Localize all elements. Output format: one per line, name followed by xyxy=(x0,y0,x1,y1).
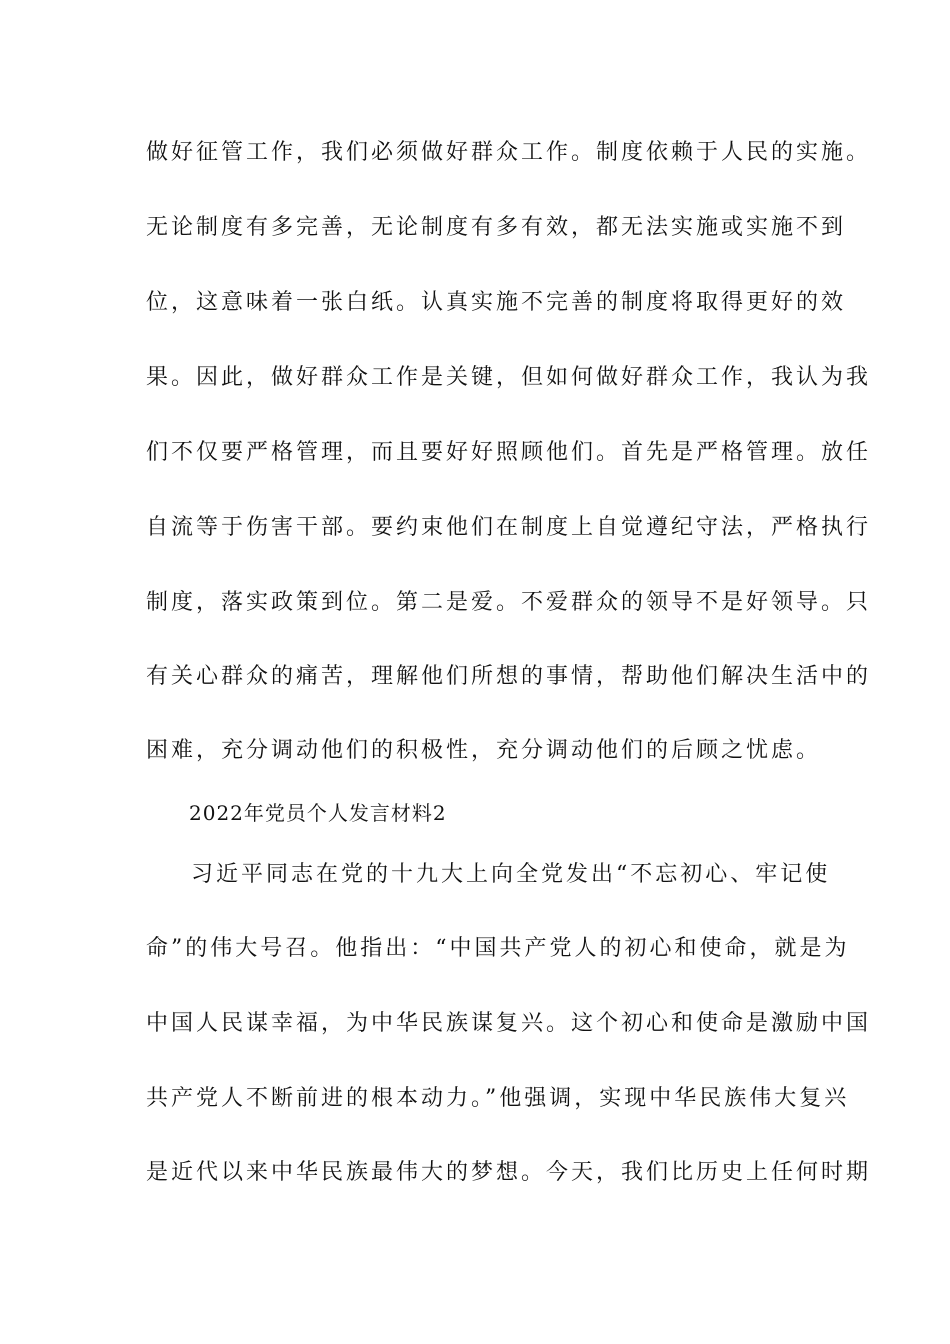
paragraph-1-line-5: 们不仅要严格管理，而且要好好照顾他们。首先是严格管理。放任 xyxy=(146,440,872,465)
section-heading: 2022年党员个人发言材料2 xyxy=(189,801,447,825)
paragraph-1-line-2: 无论制度有多完善，无论制度有多有效，都无法实施或实施不到 xyxy=(146,215,847,240)
paragraph-2-line-1: 习近平同志在党的十九大上向全党发出“不忘初心、牢记使 xyxy=(191,862,831,887)
paragraph-1-line-7: 制度，落实政策到位。第二是爱。不爱群众的领导不是好领导。只 xyxy=(146,590,872,615)
paragraph-1-line-1: 做好征管工作，我们必须做好群众工作。制度依赖于人民的实施。 xyxy=(146,140,872,165)
paragraph-2-line-5: 是近代以来中华民族最伟大的梦想。今天，我们比历史上任何时期 xyxy=(146,1160,872,1185)
paragraph-1-line-8: 有关心群众的痛苦，理解他们所想的事情，帮助他们解决生活中的 xyxy=(146,664,872,689)
paragraph-2-line-4: 共产党人不断前进的根本动力。”他强调，实现中华民族伟大复兴 xyxy=(146,1086,850,1111)
paragraph-2-line-3: 中国人民谋幸福，为中华民族谋复兴。这个初心和使命是激励中国 xyxy=(146,1011,872,1036)
paragraph-1-line-4: 果。因此，做好群众工作是关键，但如何做好群众工作，我认为我 xyxy=(146,365,872,390)
paragraph-1-line-3: 位，这意味着一张白纸。认真实施不完善的制度将取得更好的效 xyxy=(146,290,847,315)
paragraph-1-line-6: 自流等于伤害干部。要约束他们在制度上自觉遵纪守法，严格执行 xyxy=(146,515,872,540)
paragraph-1-line-9: 困难，充分调动他们的积极性，充分调动他们的后顾之忧虑。 xyxy=(146,738,822,763)
paragraph-2-line-2: 命”的伟大号召。他指出：“中国共产党人的初心和使命，就是为 xyxy=(146,936,850,961)
